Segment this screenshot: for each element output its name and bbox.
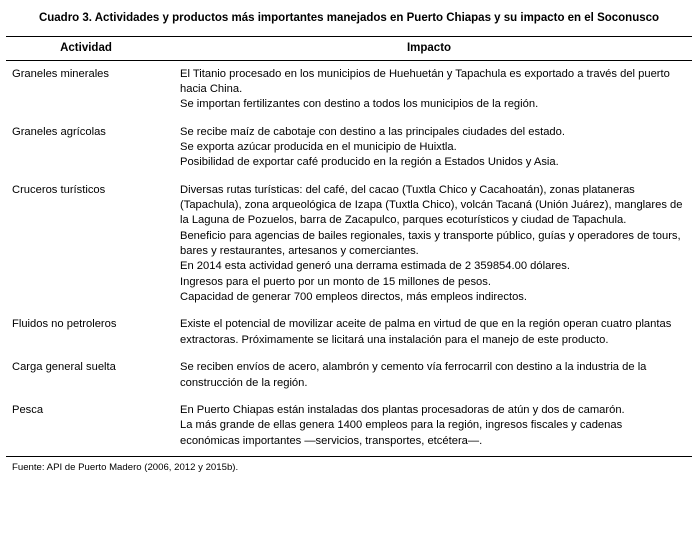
header-row: [6, 36, 692, 60]
cell-activity: Fluidos no petroleros: [12, 318, 117, 331]
impact-line: Se importan fertilizantes con destino a todos los municipios de la región.: [180, 98, 539, 111]
cell-activity: Cruceros turísticos: [12, 183, 106, 196]
table-row: [6, 311, 692, 354]
impact-line: Capacidad de generar 700 empleos directos, más empleos indirectos.: [180, 291, 528, 304]
impact-line: Existe el potencial de movilizar aceite de palma en virtud de que en la región operan cuatro plantas extractoras. Próximamente se licitará una instalación para el manejo de este producto.: [180, 318, 672, 346]
cell-impact: [166, 397, 692, 457]
cell-impact: [166, 60, 692, 119]
table-row: [6, 177, 692, 312]
cell-impact: [166, 119, 692, 177]
cell-impact: [166, 311, 692, 354]
activities-impact-table: [6, 36, 692, 457]
impact-line: El Titanio procesado en los municipios de Huehuetán y Tapachula es exportado a través del puerto hacia China.: [180, 67, 670, 96]
table-body: [6, 60, 692, 456]
table-header: [6, 36, 692, 60]
cell-activity: Carga general suelta: [12, 361, 116, 374]
impact-line: Posibilidad de exportar café producido en la región a Estados Unidos y Asia.: [180, 156, 559, 169]
cell-impact: [166, 177, 692, 312]
cell-activity: Graneles agrícolas: [12, 125, 106, 138]
table-source-note: Fuente: API de Puerto Madero (2006, 2012 y 2015b).: [12, 461, 239, 473]
cell-activity: Pesca: [6, 397, 166, 457]
cell-activity: Graneles minerales: [12, 67, 110, 80]
impact-line: Se recibe maíz de cabotaje con destino a las principales ciudades del estado.: [180, 125, 565, 138]
table-row: [6, 119, 692, 177]
table-caption: Cuadro 3. Actividades y productos más importantes manejados en Puerto Chiapas y su impacto en el Soconusco: [38, 12, 660, 24]
impact-line: La más grande de ellas genera 1400 empleos para la región, ingresos fiscales y cadenas económicas importantes —servicios, transportes, etcétera—.: [180, 419, 623, 447]
table-row: [6, 354, 692, 397]
impact-line: En 2014 esta actividad generó una derrama estimada de 2 359854.00 dólares.: [180, 260, 570, 273]
impact-line: Beneficio para agencias de bailes regionales, taxis y transporte público, guías y operadores de tours, bares y restaurantes, artesanos y comerciantes.: [180, 229, 681, 258]
impact-line: Ingresos para el puerto por un monto de 15 millones de pesos.: [180, 275, 491, 288]
table-row: [6, 60, 692, 119]
impact-line: En Puerto Chiapas están instaladas dos plantas procesadoras de atún y dos de camarón.: [180, 403, 625, 416]
table-row: [6, 397, 692, 457]
impact-line: Se exporta azúcar producida en el municipio de Huixtla.: [180, 141, 457, 154]
impact-line: Se reciben envíos de acero, alambrón y cemento vía ferrocarril con destino a la industria de la construcción de la región.: [180, 361, 647, 389]
cell-impact: [166, 354, 692, 397]
impact-line: Diversas rutas turísticas: del café, del cacao (Tuxtla Chico y Cacahoatán), zonas plataneras (Tapachula), zona arqueológica de Izapa (Tuxtla Chico), volcán Tacaná (Unión Juárez), manglares de la Laguna de Pozuelos, barra de Zacapulco, parques ecoturísticos y ciudad de Tapachula.: [180, 183, 683, 227]
column-header-activity: Actividad: [6, 36, 166, 60]
column-header-impact: Impacto: [166, 36, 692, 60]
